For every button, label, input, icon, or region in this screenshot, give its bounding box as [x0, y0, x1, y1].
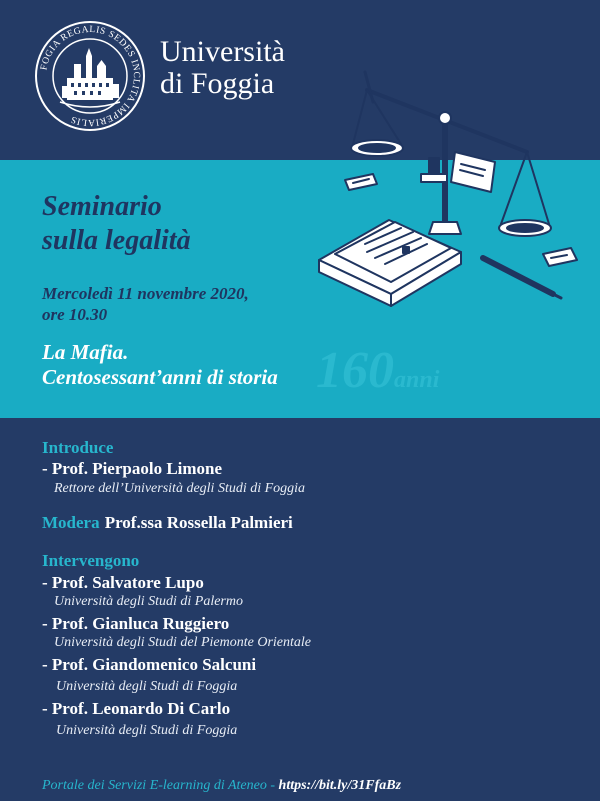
- subtitle-line1: La Mafia.: [42, 340, 129, 364]
- footer: [42, 778, 401, 794]
- introducer-role: Rettore dell’Università degli Studi di Foggia: [54, 481, 306, 496]
- seminar-subtitle: [42, 340, 278, 390]
- seminar-title-line1: Seminario: [42, 191, 162, 222]
- watermark-word: anni: [394, 367, 440, 393]
- speaker-affiliation: Università degli Studi del Piemonte Orientale: [54, 635, 312, 650]
- speaker-name: - Prof. Gianluca Ruggiero: [42, 614, 230, 633]
- seminar-title-line2: sulla legalità: [42, 225, 191, 256]
- speaker-item: [42, 572, 243, 611]
- university-name-line1: Università: [160, 35, 285, 68]
- speaker-item: [42, 698, 237, 743]
- seminar-title: [42, 190, 191, 258]
- speakers-section: [42, 551, 139, 571]
- speaker-name: - Prof. Salvatore Lupo: [42, 573, 204, 592]
- event-time: ore 10.30: [42, 305, 108, 324]
- speaker-name: - Prof. Leonardo Di Carlo: [42, 699, 231, 718]
- watermark-number: 160: [316, 342, 394, 399]
- event-datetime: [42, 283, 249, 325]
- seal-text: FOGIA REGALIS SEDES INCLITA IMPERIALIS: [39, 24, 142, 128]
- speaker-item: [42, 613, 311, 652]
- footer-text: Portale dei Servizi E-learning di Ateneo -: [42, 778, 279, 793]
- university-name: [160, 36, 285, 100]
- moderator-name: Prof.ssa Rossella Palmieri: [104, 513, 293, 532]
- speaker-affiliation: Università degli Studi di Palermo: [54, 594, 243, 609]
- speaker-name: - Prof. Giandomenico Salcuni: [42, 655, 257, 674]
- introducer-name: - Prof. Pierpaolo Limone: [42, 459, 223, 478]
- university-seal-logo: [34, 20, 146, 132]
- speaker-item: [42, 654, 256, 699]
- modera-label: Modera: [42, 513, 100, 532]
- justice-scales-illustration: [305, 62, 595, 362]
- university-name-line2: di Foggia: [160, 67, 275, 100]
- introduce-section: [42, 438, 305, 498]
- anniversary-watermark: [316, 342, 440, 406]
- moderator-section: [42, 513, 293, 533]
- footer-link[interactable]: https://bit.ly/31FfaBz: [278, 778, 402, 793]
- introduce-label: Introduce: [42, 438, 114, 457]
- speaker-affiliation: Università degli Studi di Foggia: [56, 679, 238, 694]
- speaker-affiliation: Università degli Studi di Foggia: [56, 723, 238, 738]
- intervengono-label: Intervengono: [42, 551, 140, 570]
- event-date: Mercoledì 11 novembre 2020,: [42, 284, 249, 303]
- subtitle-line2: Centosessant’anni di storia: [42, 365, 278, 389]
